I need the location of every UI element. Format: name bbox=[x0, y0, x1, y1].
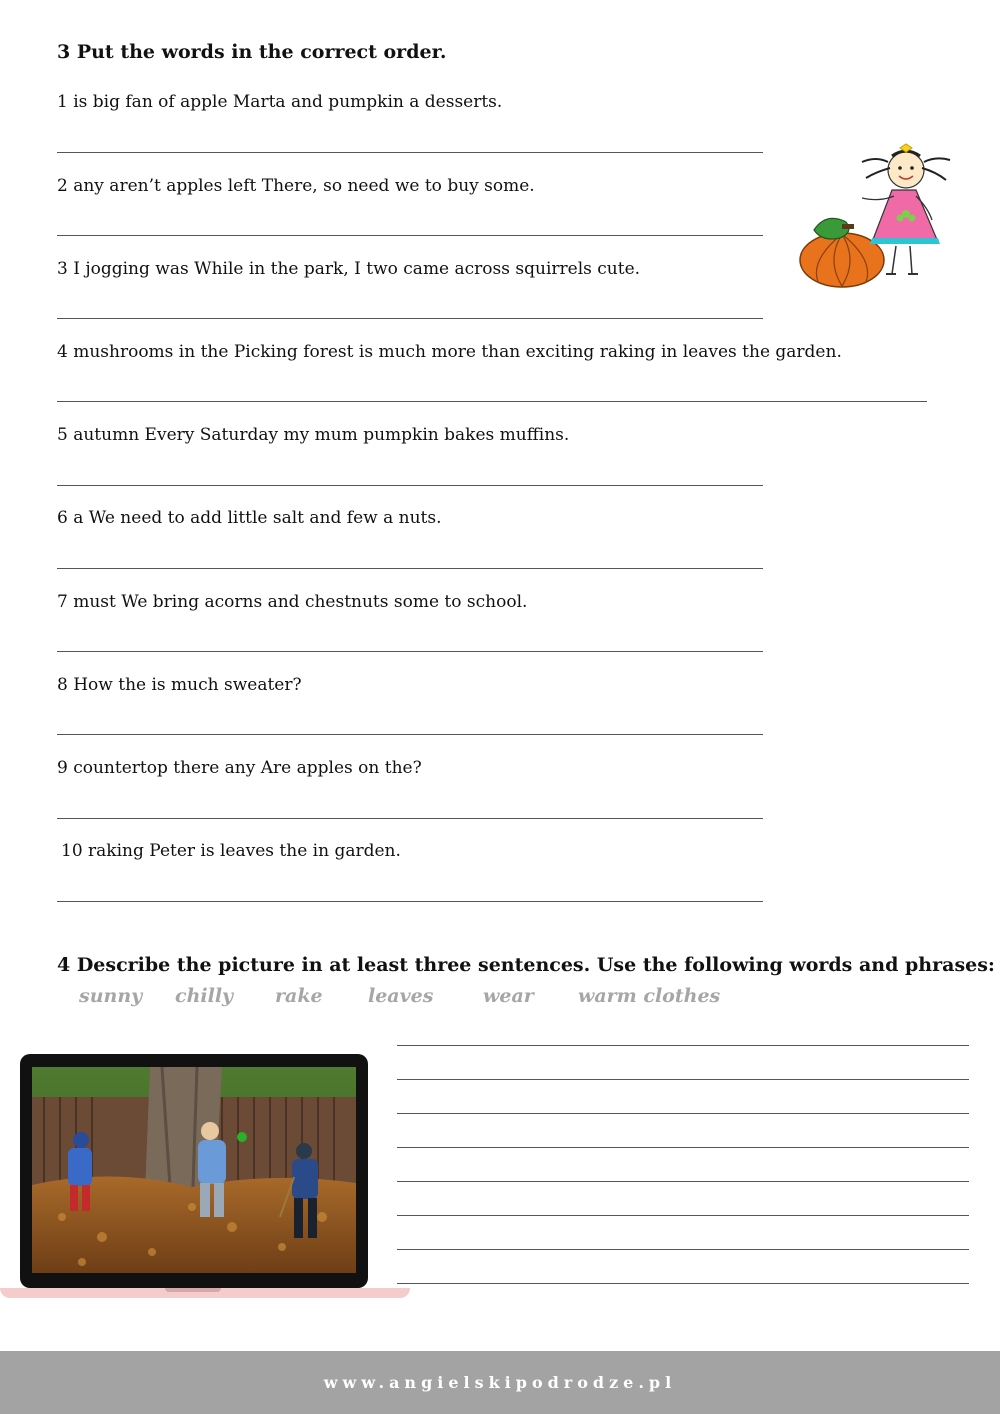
sentence-item-7: 7 must We bring acorns and chestnuts some to school. bbox=[57, 592, 528, 612]
section-4-title: 4 Describe the picture in at least three sentences. Use the following words and phrases: bbox=[57, 954, 995, 976]
answer-line-5[interactable] bbox=[57, 485, 763, 486]
sentence-item-9: 9 countertop there any Are apples on the? bbox=[57, 758, 422, 778]
answer-line-7[interactable] bbox=[57, 651, 763, 652]
answer-line-4[interactable] bbox=[57, 401, 927, 402]
girl-with-pumpkin-icon bbox=[796, 138, 966, 298]
sentence-item-5: 5 autumn Every Saturday my mum pumpkin bakes muffins. bbox=[57, 425, 570, 445]
word-bank-item: rake bbox=[275, 985, 323, 1007]
answer-line-3[interactable] bbox=[57, 318, 763, 319]
sentence-item-1: 1 is big fan of apple Marta and pumpkin a desserts. bbox=[57, 92, 503, 112]
sentence-item-10: 10 raking Peter is leaves the in garden. bbox=[61, 841, 401, 861]
footer-website[interactable]: www.angielskipodrodze.pl bbox=[0, 1351, 1000, 1414]
writing-line-8[interactable] bbox=[397, 1283, 969, 1284]
sentence-item-4: 4 mushrooms in the Picking forest is much more than exciting raking in leaves the garden. bbox=[57, 342, 842, 362]
writing-line-5[interactable] bbox=[397, 1181, 969, 1182]
writing-line-1[interactable] bbox=[397, 1045, 969, 1046]
photo-children-raking-leaves bbox=[32, 1067, 356, 1273]
word-bank-item: leaves bbox=[368, 985, 434, 1007]
laptop-notch bbox=[165, 1288, 221, 1292]
writing-line-2[interactable] bbox=[397, 1079, 969, 1080]
word-bank-item: chilly bbox=[175, 985, 234, 1007]
writing-line-3[interactable] bbox=[397, 1113, 969, 1114]
writing-line-6[interactable] bbox=[397, 1215, 969, 1216]
sentence-item-8: 8 How the is much sweater? bbox=[57, 675, 302, 695]
word-bank-item: wear bbox=[483, 985, 534, 1007]
answer-line-8[interactable] bbox=[57, 734, 763, 735]
answer-line-10[interactable] bbox=[57, 901, 763, 902]
word-bank-item: sunny bbox=[79, 985, 143, 1007]
sentence-item-3: 3 I jogging was While in the park, I two came across squirrels cute. bbox=[57, 259, 641, 279]
word-bank-item: warm clothes bbox=[578, 985, 721, 1007]
section-3-title: 3 Put the words in the correct order. bbox=[57, 41, 447, 63]
writing-line-7[interactable] bbox=[397, 1249, 969, 1250]
writing-line-4[interactable] bbox=[397, 1147, 969, 1148]
sentence-item-2: 2 any aren’t apples left There, so need we to buy some. bbox=[57, 176, 535, 196]
sentence-item-6: 6 a We need to add little salt and few a nuts. bbox=[57, 508, 442, 528]
answer-line-6[interactable] bbox=[57, 568, 763, 569]
answer-line-9[interactable] bbox=[57, 818, 763, 819]
answer-line-1[interactable] bbox=[57, 152, 763, 153]
answer-line-2[interactable] bbox=[57, 235, 763, 236]
